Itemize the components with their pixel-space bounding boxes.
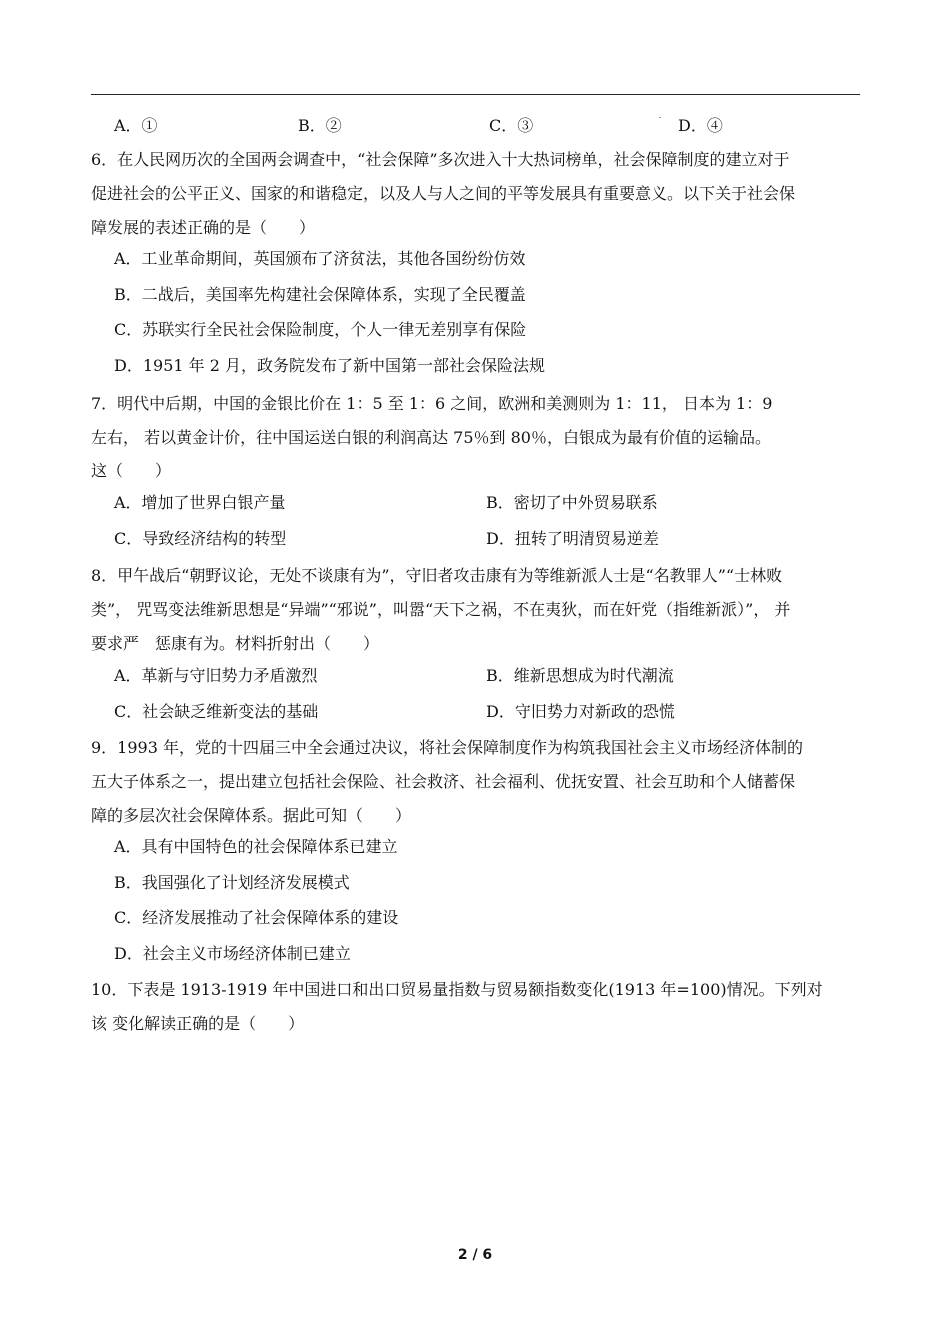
q8-option-c: C．社会缺乏维新变法的基础 <box>114 702 319 721</box>
q8-stem-line-1: 8．甲午战后“朝野议论，无处不谈康有为”，守旧者攻击康有为等维新派人士是“名教罪人”“士林败 <box>91 566 783 585</box>
q9-option-d: D．社会主义市场经济体制已建立 <box>114 944 351 963</box>
prev-option-d: D．④ <box>678 116 723 135</box>
q7-option-a: A．增加了世界白银产量 <box>114 493 286 512</box>
q9-option-b: B．我国强化了计划经济发展模式 <box>114 873 350 892</box>
page-number: 2 / 6 <box>457 1247 493 1263</box>
q6-stem-line-1: 6．在人民网历次的全国两会调查中，“社会保障”多次进入十大热词榜单，社会保障制度的建立对于 <box>91 150 790 169</box>
prev-option-a: A．① <box>114 116 158 135</box>
q6-option-b: B．二战后，美国率先构建社会保障体系，实现了全民覆盖 <box>114 285 526 304</box>
stray-dot <box>659 117 661 118</box>
q8-stem-line-2: 类”， 咒骂变法维新思想是“异端”“邪说”，叫嚣“天下之祸，不在夷狄，而在奸党（指维新派）”， 并 <box>91 600 791 619</box>
q6-option-d: D．1951 年 2 月，政务院发布了新中国第一部社会保险法规 <box>114 356 545 375</box>
q10-stem-line-1: 10．下表是 1913-1919 年中国进口和出口贸易量指数与贸易额指数变化(1913 年=100)情况。下列对 <box>91 980 823 999</box>
q8-option-b: B．维新思想成为时代潮流 <box>486 666 674 685</box>
q7-stem-line-3: 这（ ） <box>91 461 172 480</box>
q10-stem-line-2: 该 变化解读正确的是（ ） <box>91 1014 305 1033</box>
q6-stem-line-3: 障发展的表述正确的是（ ） <box>91 218 316 237</box>
q8-option-a: A．革新与守旧势力矛盾激烈 <box>114 666 318 685</box>
q6-option-a: A．工业革命期间，英国颁布了济贫法，其他各国纷纷仿效 <box>114 249 526 268</box>
prev-option-c: C．③ <box>489 116 534 135</box>
q7-stem-line-1: 7．明代中后期，中国的金银比价在 1：5 至 1：6 之间，欧洲和美测则为 1：11， 日本为 1：9 <box>91 394 773 413</box>
q9-stem-line-1: 9．1993 年，党的十四届三中全会通过决议，将社会保障制度作为构筑我国社会主义市场经济体制的 <box>91 738 803 757</box>
q6-stem-line-2: 促进社会的公平正义、国家的和谐稳定，以及人与人之间的平等发展具有重要意义。以下关于社会保 <box>91 184 796 203</box>
q9-stem-line-3: 障的多层次社会保障体系。据此可知（ ） <box>91 806 412 825</box>
q7-option-d: D．扭转了明清贸易逆差 <box>486 529 659 548</box>
q9-option-c: C．经济发展推动了社会保障体系的建设 <box>114 908 399 927</box>
q9-stem-line-2: 五大子体系之一，提出建立包括社会保险、社会救济、社会福利、优抚安置、社会互助和个人储蓄保 <box>91 772 796 791</box>
header-rule <box>91 94 860 95</box>
q7-stem-line-2: 左右， 若以黄金计价，往中国运送白银的利润高达 75％到 80％，白银成为最有价值的运输品。 <box>91 428 771 447</box>
q7-option-b: B．密切了中外贸易联系 <box>486 493 658 512</box>
q9-option-a: A．具有中国特色的社会保障体系已建立 <box>114 837 398 856</box>
q7-option-c: C．导致经济结构的转型 <box>114 529 287 548</box>
q8-stem-line-3: 要求严 惩康有为。材料折射出（ ） <box>91 634 380 653</box>
prev-option-b: B．② <box>298 116 342 135</box>
q6-option-c: C．苏联实行全民社会保险制度，个人一律无差别享有保险 <box>114 320 527 339</box>
q8-option-d: D．守旧势力对新政的恐慌 <box>486 702 675 721</box>
